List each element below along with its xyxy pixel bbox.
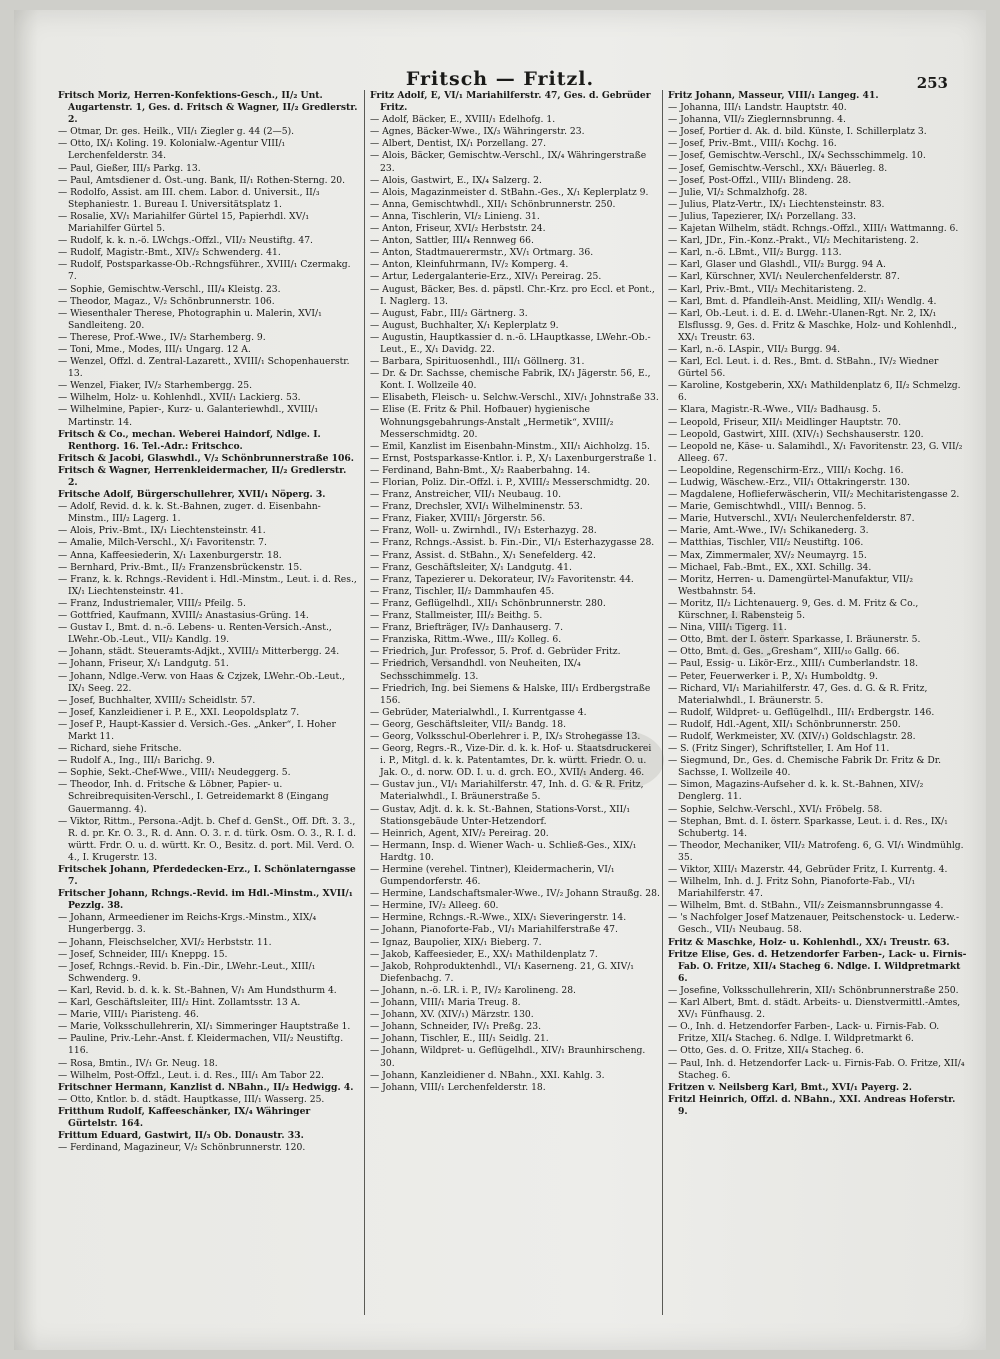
directory-entry: — Franz, Geschäftsleiter, X/₁ Landgutg. 41. (370, 561, 572, 573)
directory-entry: — Otmar, Dr. ges. Heilk., VII/₁ Ziegler g. 44 (2—5). (58, 126, 295, 138)
directory-entry: — Karl, Bmt. d. Pfandleih-Anst. Meidling, XII/₁ Wendlg. 4. (668, 295, 937, 307)
directory-entry: — Josef, Gemischtw.-Verschl., XX/₁ Bäuerleg. 8. (668, 162, 888, 174)
directory-entry: Fritze Elise, Ges. d. Hetzendorfer Farben-, Lack- u. Firnis-Fab. O. Fritze, XII/₄ Stacheg 6. Ndlge. I. Wildpretmarkt 6. (668, 948, 967, 984)
directory-entry: — Johann, VIII/₁ Maria Treug. 8. (370, 997, 521, 1009)
directory-entry: — Anton, Friseur, XVI/₂ Herbststr. 24. (370, 223, 546, 235)
directory-entry: — Sophie, Gemischtw.-Verschl., III/₄ Kleistg. 23. (58, 283, 281, 295)
directory-entry: — Viktor, XIII/₁ Mazerstr. 44, Gebrüder Fritz, I. Kurrentg. 4. (668, 864, 948, 875)
directory-entry: — Hermine, IV/₂ Alleeg. 60. (370, 900, 499, 912)
directory-entry: Fritzen v. Neilsberg Karl, Bmt., XVI/₁ Payerg. 2. (668, 1081, 912, 1093)
directory-entry: — Wilhelm, Inh. d. J. Fritz Sohn, Pianoforte-Fab., VI/₁ Mariahilferstr. 47. (668, 876, 916, 900)
directory-entry: — Marie, Amt.-Wwe., IV/₁ Schikanederg. 3. (668, 525, 869, 537)
directory-entry: — Alois, Gastwirt, E., IX/₄ Salzerg. 2. (370, 174, 542, 186)
directory-entry: — Leopold ne, Käse- u. Salamihdl., X/₁ Favoritenstr. 23, G. VII/₂ Alleeg. 67. (668, 440, 963, 464)
directory-column-right (668, 90, 968, 1330)
directory-entry: — Rudolf, Wildpret- u. Geflügelhdl., III/₁ Erdbergstr. 146. (668, 706, 935, 718)
directory-entry: Fritzl Heinrich, Offzl. d. NBahn., XXI. Andreas Hoferstr. 9. (668, 1093, 956, 1117)
directory-entry: — Klara, Magistr.-R.-Wwe., VII/₂ Badhausg. 5. (668, 404, 881, 416)
directory-entry: — Artur, Ledergalanterie-Erz., XIV/₁ Pereirag. 25. (370, 271, 602, 283)
directory-entry: — Dr. & Dr. Sachsse, chemische Fabrik, IX/₁ Jägerstr. 56, E., Kont. I. Wollzeile 40. (370, 368, 651, 392)
directory-entry: — Hermann, Insp. d. Wiener Wach- u. Schließ-Ges., XIX/₁ Hardtg. 10. (370, 839, 637, 863)
directory-entry: — Josef, Post-Offzl., VIII/₁ Blindeng. 28. (668, 174, 852, 186)
directory-entry: — Franz, Tapezierer u. Dekorateur, IV/₂ Favoritenstr. 44. (370, 573, 634, 585)
directory-entry: — Rosalie, XV/₁ Mariahilfer Gürtel 15, Papierhdl. XV/₁ Mariahilfer Gürtel 5. (58, 210, 310, 235)
directory-entry: — Franziska, Rittm.-Wwe., III/₂ Kolleg. 6. (370, 634, 562, 646)
directory-entry: — Karl, Glaser und Glashdl., VII/₂ Burgg. 94 A. (668, 259, 886, 271)
directory-entry: — Adolf, Revid. d. k. k. St.-Bahnen, zugeт. d. Eisenbahn-Minstm., III/₂ Lagerg. 1. (58, 501, 321, 525)
directory-entry: — Marie, Gemischtwhdl., VIII/₁ Bennog. 5. (668, 501, 867, 513)
directory-entry: Fritschek Johann, Pferdedecken-Erz., I. Schönlaterngasse 7. (58, 864, 356, 888)
directory-entry: — Emil, Kanzlist im Eisenbahn-Minstm., XII/₁ Aichholzg. 15. (370, 440, 650, 452)
directory-entry: — Theodor, Magaz., V/₂ Schönbrunnerstr. 106. (58, 295, 275, 307)
directory-entry: — Franz, Industriemaler, VIII/₂ Pfeilg. 5. (58, 597, 246, 609)
directory-entry: — Amalie, Milch-Verschl., X/₁ Favoritenstr. 7. (58, 537, 267, 549)
directory-entry: — Paul, Essig- u. Likör-Erz., XIII/₁ Cumberlandstr. 18. (668, 658, 919, 670)
directory-entry: — Josef P., Haupt-Kassier d. Versich.-Ges. „Anker“, I. Hoher Markt 11. (58, 718, 336, 742)
directory-entry: — Moritz, II/₂ Lichtenauerg. 9, Ges. d. M. Fritz & Co., Kürschner, I. Rabensteig 5. (668, 597, 919, 622)
directory-entry: — Johann, XV. (XIV/₁) Märzstr. 130. (370, 1009, 534, 1021)
directory-entry: — Franz, Anstreicher, VII/₁ Neubaug. 10. (370, 489, 561, 501)
directory-entry: — August, Buchhalter, X/₁ Keplerplatz 9. (370, 319, 559, 331)
directory-entry: — Ludwig, Wäschew.-Erz., VII/₁ Ottakringerstr. 130. (668, 477, 910, 488)
directory-entry: — Johann, Fleischselcher, XVI/₂ Herbststr. 11. (58, 936, 272, 948)
directory-entry: — Toni, Mme., Modes, III/₁ Ungarg. 12 A. (58, 343, 251, 355)
directory-entry: — Gustav I., Bmt. d. n.-ö. Lebens- u. Renten-Versich.-Anst., LWehr.-Ob.-Leut., VII/₂ Kandlg. 19. (58, 622, 332, 646)
directory-entry: — Rodolfo, Assist. am III. chem. Labor. d. Universit., II/₃ Stephaniestr. 1. Bureau I. Universitätsplatz 1. (58, 186, 320, 210)
directory-entry: — Matthias, Tischler, VII/₂ Neustiftg. 106. (668, 537, 864, 549)
directory-entry: — Sophie, Sekt.-Chef-Wwe., VIII/₁ Neudeggerg. 5. (58, 767, 291, 779)
directory-entry: — Georg, Volksschul-Oberlehrer i. P., IX/₃ Strohegasse 13. (370, 730, 641, 742)
directory-entry: — Johann, Wildpret- u. Geflügelhdl., XIV/₁ Braunhirscheng. 30. (370, 1045, 646, 1069)
directory-entry: — Johann, Kanzleidiener d. NBahn., XXI. Kahlg. 3. (370, 1069, 605, 1081)
directory-entry: — Georg, Regrs.-R., Vize-Dir. d. k. k. Hof- u. Staatsdruckerei i. P., Mitgl. d. k. k. Patentamtes, Dr. k. württ. Friedr. O. u. Jak. O., d. norw. OD. I. u. d. grch. EO., XVII/₁ Anderg. 46. (370, 743, 652, 779)
directory-entry: — Friedrich, Versandhdl. von Neuheiten, IX/₄ Sechsschimmelg. 13. (370, 658, 581, 682)
directory-entry: — Rudolf, k. k. n.-ö. LWchgs.-Offzl., VII/₂ Neustiftg. 47. (58, 235, 313, 247)
directory-entry: — Rudolf A., Ing., III/₁ Barichg. 9. (58, 755, 215, 767)
directory-entry: — Hermine, Landschaftsmaler-Wwe., IV/₂ Johann Straußg. 28. (370, 888, 660, 900)
directory-entry: Fritschner Hermann, Kanzlist d. NBahn., II/₂ Hedwigg. 4. (58, 1081, 354, 1093)
directory-entry: — Georg, Geschäftsleiter, VII/₂ Bandg. 18. (370, 718, 566, 730)
directory-entry: — Josef, Kanzleidiener i. P. E., XXI. Leopoldsplatz 7. (58, 706, 300, 718)
directory-entry: — Rudolf, Werkmeister, XV. (XIV/₁) Goldschlagstr. 28. (668, 730, 916, 742)
directory-entry: Fritz & Maschke, Holz- u. Kohlenhdl., XX/₁ Treustr. 63. (668, 936, 950, 948)
directory-entry: — Simon, Magazins-Aufseher d. k. k. St.-Bahnen, XIV/₂ Denglerg. 11. (668, 779, 924, 803)
directory-entry: — Josef, Rchngs.-Revid. b. Fin.-Dir., LWehr.-Leut., XIII/₁ Schwenderg. 9. (58, 960, 316, 984)
directory-entry: — Johann, Armeediener im Reichs-Krgs.-Minstm., XIX/₄ Hungerbergg. 3. (58, 912, 317, 936)
directory-entry: Fritsch Moriz, Herren-Konfektions-Gesch., II/₂ Unt. Augartenstr. 1, Ges. d. Fritsch & Wagner, II/₂ Gredlerstr. 2. (58, 90, 358, 126)
directory-entry: — Leopold, Gastwirt, XIII. (XIV/₁) Sechshauserstr. 120. (668, 428, 924, 440)
directory-entry: — Franz, Tischler, II/₂ Dammhaufen 45. (370, 585, 555, 597)
directory-entry: — Pauline, Priv.-Lehr.-Anst. f. Kleidermachen, VII/₂ Neustiftg. 116. (58, 1033, 344, 1057)
directory-page (14, 10, 986, 1350)
directory-entry: — Augustin, Hauptkassier d. n.-ö. LHauptkasse, LWehr.-Ob.-Leut., E., X/₁ Davidg. 22. (370, 331, 651, 355)
directory-entry: — Franz, Assist. d. StBahn., X/₁ Senefelderg. 42. (370, 549, 596, 561)
directory-entry: Fritz Johann, Masseur, VIII/₁ Langeg. 41. (668, 90, 879, 101)
directory-entry: — Agnes, Bäcker-Wwe., IX/₃ Währingerstr. 23. (370, 126, 585, 138)
directory-entry: — Wilhelm, Post-Offzl., Leut. i. d. Res., III/₁ Am Tabor 22. (58, 1069, 324, 1081)
directory-entry: — Friedrich, Ing. bei Siemens & Halske, III/₁ Erdbergstraße 156. (370, 682, 651, 706)
directory-entry: — Friedrich, Jur. Professor, 5. Prof. d. Gebrüder Fritz. (370, 646, 621, 658)
directory-entry: — Florian, Poliz. Dir.-Offzl. i. P., XVIII/₂ Messerschmidtg. 20. (370, 477, 650, 488)
directory-entry: — Otto, IX/₁ Koling. 19. Kolonialw.-Agentur VIII/₁ Lerchenfelderstr. 34. (58, 138, 286, 162)
directory-entry: — Stephan, Bmt. d. I. österr. Sparkasse, Leut. i. d. Res., IX/₁ Schubertg. 14. (668, 815, 948, 839)
directory-entry: — Richard, VI/₁ Mariahilferstr. 47, Ges. d. G. & R. Fritz, Materialwhdl., I. Bräunerstr. 5. (668, 682, 928, 706)
directory-entry: — Julie, VI/₂ Schmalzhofg. 28. (668, 186, 808, 198)
directory-entry: — Anton, Kleinfuhrmann, IV/₂ Komperg. 4. (370, 259, 569, 271)
directory-entry: — Kajetan Wilhelm, städt. Rchngs.-Offzl., XIII/₁ Wattmanng. 6. (668, 223, 959, 235)
directory-entry: — O., Inh. d. Hetzendorfer Farben-, Lack- u. Firnis-Fab. O. Fritze, XII/₄ Stacheg. 6. Ndlge. I. Wildpretmarkt 6. (668, 1021, 940, 1045)
directory-entry: — Karl Albert, Bmt. d. städt. Arbeits- u. Dienstvermittl.-Amtes, XV/₁ Fünfhausg. 2. (668, 997, 961, 1021)
directory-entry: — Wenzel, Fiaker, IV/₂ Starhembergg. 25. (58, 380, 253, 392)
directory-entry: — Johann, Pianoforte-Fab., VI/₁ Mariahilferstraße 47. (370, 924, 618, 936)
directory-entry: — Theodor, Mechaniker, VII/₂ Matrofeng. 6, G. VI/₁ Windmühlg. 35. (668, 839, 964, 863)
directory-entry: — Viktor, Rittm., Persona.-Adjt. b. Chef d. GenSt., Off. Dft. 3. 3., R. d. pr. Kr. O. 3., R. d. Ann. O. 3. r. d. türk. Osm. O. 3., R. I. d. württ. Frdr. O. u. d. württ. Kr. O., Besitz. d. port. Mil. Verd. O. 4., I. Krugerstr. 13. (58, 815, 357, 863)
directory-entry: — Rudolf, Hdl.-Agent, XII/₁ Schönbrunnerstr. 250. (668, 718, 901, 730)
directory-entry: — Ferdinand, Bahn-Bmt., X/₂ Raaberbahng. 14. (370, 464, 591, 476)
directory-entry: — Franz, k. k. Rchngs.-Revident i. Hdl.-Minstm., Leut. i. d. Res., IX/₁ Liechtensteinstr. 41. (58, 573, 357, 597)
directory-entry: — Karl, n.-ö. LAspir., VII/₂ Burgg. 94. (668, 343, 841, 355)
directory-entry: — Karl, n.-ö. LBmt., VII/₂ Burgg. 113. (668, 247, 842, 259)
directory-entry: — Gebrüder, Materialwhdl., I. Kurrentgasse 4. (370, 706, 587, 718)
directory-entry: — Bernhard, Priv.-Bmt., II/₂ Franzensbrückenstr. 15. (58, 561, 303, 573)
directory-entry: — Gustav jun., VI/₁ Mariahilferstr. 47, Inh. d. G. & R. Fritz, Materialwhdl., I. Bräunerstraße 5. (370, 779, 644, 803)
directory-entry: — Johann, Friseur, X/₁ Landgutg. 51. (58, 658, 229, 670)
directory-entry: — Johann, Schneider, IV/₁ Preßg. 23. (370, 1021, 542, 1033)
column-divider (662, 90, 663, 1315)
directory-entry: — Anna, Gemischtwhdl., XII/₁ Schönbrunnerstr. 250. (370, 198, 616, 210)
column-divider (364, 90, 365, 1315)
directory-entry: — Karl, Kürschner, XVI/₁ Neulerchenfelderstr. 87. (668, 271, 900, 283)
directory-entry: — Paul, Inh. d. Hetzendorfer Lack- u. Firnis-Fab. O. Fritze, XII/₄ Stacheg. 6. (668, 1057, 965, 1081)
directory-entry: — S. (Fritz Singer), Schriftsteller, I. Am Hof 11. (668, 743, 890, 755)
directory-entry: — Hermine (verehel. Tintner), Kleidermacherin, VI/₁ Gumpendorferstr. 46. (370, 864, 615, 888)
directory-entry: — Julius, Tapezierer, IX/₁ Porzellang. 33. (668, 210, 857, 222)
directory-entry: — August, Fabr., III/₂ Gärtnerg. 3. (370, 307, 528, 319)
directory-entry: — Jakob, Rohproduktenhdl., VI/₁ Kaserneng. 21, G. XIV/₁ Diefenbachg. 7. (370, 960, 634, 984)
directory-entry: — Ernst, Postsparkasse-Kntlor. i. P., X/₁ Laxenburgerstraße 1. (370, 452, 657, 464)
directory-entry: — Franz, Woll- u. Zwirnhdl., IV/₁ Esterhazyg. 28. (370, 525, 597, 537)
directory-entry: — Nina, VIII/₁ Tigerg. 11. (668, 622, 787, 634)
directory-entry: — Therese, Prof.-Wwe., IV/₂ Starhemberg. 9. (58, 331, 266, 343)
directory-entry: — Karl, JDr., Fin.-Konz.-Prakt., VI/₂ Mechitaristeng. 2. (668, 235, 919, 247)
directory-entry: Frittum Eduard, Gastwirt, II/₃ Ob. Donaustr. 33. (58, 1130, 304, 1142)
directory-entry: — Paul, Amtsdiener d. Öst.-ung. Bank, II/₁ Rothen-Sterng. 20. (58, 174, 346, 186)
directory-entry: — Karl, Ecl. Leut. i. d. Res., Bmt. d. StBahn., IV/₂ Wiedner Gürtel 56. (668, 356, 939, 380)
directory-entry: — Anton, Stadtmauerermstr., XV/₁ Ortmarg. 36. (370, 247, 594, 259)
directory-entry: — Franz, Drechsler, XVI/₁ Wilhelminenstr. 53. (370, 501, 583, 513)
directory-entry: Fritsch & Wagner, Herrenkleidermacher, II/₂ Gredlerstr. 2. (58, 464, 347, 488)
directory-entry: — Anna, Kaffeesiederin, X/₁ Laxenburgerstr. 18. (58, 549, 282, 561)
directory-entry: — Johann, Tischler, E., III/₁ Seidlg. 21. (370, 1033, 549, 1045)
directory-entry: — Josef, Portier d. Ak. d. bild. Künste, I. Schillerplatz 3. (668, 126, 927, 138)
directory-entry: — Franz, Briefträger, IV/₂ Danhauserg. 7. (370, 622, 564, 634)
directory-entry: — Rudolf, Postsparkasse-Ob.-Rchngsführer., XVIII/₁ Czermakg. 7. (58, 259, 351, 283)
directory-entry: — Gustav, Adjt. d. k. k. St.-Bahnen, Stations-Vorst., XII/₁ Stationsgebäude Unter-Hetzendorf. (370, 803, 631, 827)
directory-entry: — Alois, Priv.-Bmt., IX/₁ Liechtensteinstr. 41. (58, 525, 266, 537)
directory-entry: — Elisabeth, Fleisch- u. Selchw.-Verschl., XIV/₁ Johnstraße 33. (370, 392, 659, 404)
directory-entry: — Franz, Fiaker, XVIII/₁ Jörgerstr. 56. (370, 513, 546, 525)
directory-entry: — Wiesenthaler Therese, Photographin u. Malerin, XVI/₁ Sandleiteng. 20. (58, 307, 322, 331)
directory-entry: — Peter, Feuerwerker i. P., X/₁ Humboldtg. 9. (668, 670, 878, 682)
directory-entry: — Franz, Geflügelhdl., XII/₁ Schönbrunnerstr. 280. (370, 597, 606, 609)
directory-entry: — Wenzel, Offzl. d. Zentral-Lazarett., XVIII/₁ Schopenhauerstr. 13. (58, 356, 350, 380)
directory-entry: — Otto, Ges. d. O. Fritze, XII/₄ Stacheg. 6. (668, 1045, 864, 1057)
directory-entry: — Johann, Ndlge.-Verw. von Haas & Czjzek, LWehr.-Ob.-Leut., IX/₁ Seeg. 22. (58, 670, 346, 694)
directory-entry: — Karoline, Kostgeberin, XX/₁ Mathildenplatz 6, II/₂ Schmelzg. 6. (668, 380, 961, 404)
page-number: 253 (916, 74, 948, 92)
directory-entry: — Jakob, Kaffeesieder, E., XX/₁ Mathildenplatz 7. (370, 948, 598, 960)
directory-entry: — Magdalene, Hoflieferwäscherin, VII/₂ Mechitaristengasse 2. (668, 489, 960, 501)
directory-entry: — Richard, siehe Fritsche. (58, 743, 182, 755)
directory-entry: — Marie, Hutverschl., XVI/₁ Neulerchenfelderstr. 87. (668, 513, 915, 525)
directory-entry: Fritscher Johann, Rchngs.-Revid. im Hdl.-Minstm., XVII/₁ Pezzlg. 38. (58, 888, 353, 912)
directory-entry: Fritsche Adolf, Bürgerschullehrer, XVII/₁ Nöperg. 3. (58, 489, 326, 501)
directory-entry: — Paul, Gießer, III/₃ Parkg. 13. (58, 162, 201, 174)
directory-entry: — Max, Zimmermaler, XV/₂ Neumayrg. 15. (668, 549, 867, 561)
directory-entry: — Josef, Schneider, III/₁ Kneppg. 15. (58, 948, 228, 960)
directory-entry: — Josef, Buchhalter, XVIII/₂ Scheidlstr. 57. (58, 694, 256, 706)
directory-entry: — Josefine, Volksschullehrerin, XII/₁ Schönbrunnerstraße 250. (668, 984, 959, 996)
directory-entry: — Wilhelm, Bmt. d. StBahn., VII/₂ Zeismannsbrunngasse 4. (668, 900, 944, 912)
directory-entry: — Karl, Priv.-Bmt., VII/₂ Mechitaristeng. 2. (668, 283, 867, 295)
directory-entry: — Adolf, Bäcker, E., XVIII/₁ Edelhofg. 1. (370, 114, 556, 126)
directory-entry: — Johanna, III/₁ Landstr. Hauptstr. 40. (668, 102, 847, 114)
directory-entry: — Karl, Revid. b. d. k. k. St.-Bahnen, V/₁ Am Hundsthurm 4. (58, 984, 337, 996)
directory-entry: — Moritz, Herren- u. Damengürtel-Manufaktur, VII/₂ Westbahnstr. 54. (668, 573, 914, 597)
directory-entry: — Siegmund, Dr., Ges. d. Chemische Fabrik Dr. Fritz & Dr. Sachsse, I. Wollzeile 40. (668, 755, 942, 779)
directory-entry: Fritz Adolf, E, VI/₁ Mariahilferstr. 47, Ges. d. Gebrüder Fritz. (370, 90, 651, 114)
directory-entry: — Johann, n.-ö. LR. i. P., IV/₂ Karolineng. 28. (370, 984, 576, 996)
directory-entry: — Franz, Stallmeister, III/₂ Beithg. 5. (370, 610, 543, 622)
directory-entry: — Johanna, VII/₂ Zieglernnsbrunng. 4. (668, 114, 846, 126)
directory-entry: — Hermine, Rchngs.-R.-Wwe., XIX/₁ Sieveringerstr. 14. (370, 912, 627, 924)
directory-entry: — Barbara, Spirituosenhdl., III/₁ Göllnerg. 31. (370, 356, 585, 368)
directory-entry: — Marie, VIII/₁ Piaristeng. 46. (58, 1009, 199, 1021)
directory-entry: — Gottfried, Kaufmann, XVIII/₂ Anastasius-Grüng. 14. (58, 610, 309, 622)
directory-entry: — Sophie, Selchw.-Verschl., XVI/₁ Fröbelg. 58. (668, 803, 883, 815)
directory-entry: — Heinrich, Agent, XIV/₂ Pereirag. 20. (370, 827, 549, 839)
directory-entry: — Alois, Bäcker, Gemischtw.-Verschl., IX/₄ Währingerstraße 23. (370, 150, 647, 174)
directory-entry: Fritthum Rudolf, Kaffeeschänker, IX/₄ Währinger Gürtelstr. 164. (58, 1105, 311, 1129)
directory-entry: — Josef, Gemischtw.-Verschl., IX/₄ Sechsschimmelg. 10. (668, 150, 926, 162)
directory-column-middle (370, 90, 660, 1330)
directory-entry: Fritsch & Jacobi, Glaswhdl., V/₂ Schönbrunnerstraße 106. (58, 452, 354, 464)
directory-entry: — 's Nachfolger Josef Matzenauer, Peitschenstock- u. Lederw.-Gesch., VII/₁ Neubaug. 58. (668, 912, 960, 936)
directory-entry: — Otto, Bmt. der I. österr. Sparkasse, I. Bräunerstr. 5. (668, 634, 921, 646)
directory-entry: — Wilhelmine, Papier-, Kurz- u. Galanteriewhdl., XVIII/₁ Martinstr. 14. (58, 404, 319, 428)
directory-entry: — Otto, Bmt. d. Ges. „Gresham“, XIII/₁₀ Gallg. 66. (668, 646, 900, 658)
directory-entry: — Ferdinand, Magazineur, V/₂ Schönbrunnerstr. 120. (58, 1142, 306, 1154)
directory-entry: — August, Bäcker, Bes. d. päpstl. Chr.-Krz. pro Eccl. et Pont., I. Naglerg. 13. (370, 283, 655, 307)
directory-entry: — Franz, Rchngs.-Assist. b. Fin.-Dir., VI/₁ Esterhazygasse 28. (370, 537, 655, 549)
directory-entry: — Johann, VIII/₁ Lerchenfelderstr. 18. (370, 1081, 546, 1093)
directory-entry: Fritsch & Co., mechan. Weberei Haindorf, Ndlge. I. Renthorg. 16. Tel.-Adr.: Fritschco. (58, 428, 321, 452)
directory-entry: — Leopoldine, Regenschirm-Erz., VIII/₁ Kochg. 16. (668, 464, 904, 476)
page-title: Fritsch — Fritzl. (405, 68, 595, 90)
directory-entry: — Ignaz, Baupolier, XIX/₁ Bieberg. 7. (370, 936, 542, 948)
directory-entry: — Anna, Tischlerin, VI/₂ Linieng. 31. (370, 210, 540, 222)
directory-entry: — Alois, Magazinmeister d. StBahn.-Ges., X/₁ Keplerplatz 9. (370, 186, 649, 198)
directory-entry: — Elise (E. Fritz & Phil. Hofbauer) hygienische Wohnungsgebahrungs-Anstalt „Hermetik“, XVIII/₂ Messerschmidtg. 20. (370, 404, 614, 440)
directory-entry: — Albert, Dentist, IX/₁ Porzellang. 27. (370, 138, 547, 150)
directory-entry: — Karl, Geschäftsleiter, III/₂ Hint. Zollamtsstr. 13 A. (58, 997, 301, 1009)
directory-entry: — Karl, Ob.-Leut. i. d. E. d. LWehr.-Ulanen-Rgt. Nr. 2, IX/₁ Elsflussg. 9, Ges. d. Fritz & Maschke, Holz- und Kohlenhdl., XX/₁ Treustr. 63. (668, 307, 957, 343)
directory-entry: — Rosa, Bmtin., IV/₁ Gr. Neug. 18. (58, 1057, 218, 1069)
directory-entry: — Josef, Priv.-Bmt., VIII/₁ Kochg. 16. (668, 138, 837, 150)
directory-entry: — Anton, Sattler, III/₄ Rennweg 66. (370, 235, 534, 247)
directory-entry: — Marie, Volksschullehrerin, XI/₁ Simmeringer Hauptstraße 1. (58, 1021, 351, 1033)
directory-column-left (58, 90, 358, 1330)
directory-entry: — Rudolf, Magistr.-Bmt., XIV/₂ Schwenderg. 41. (58, 247, 281, 259)
directory-entry: — Johann, städt. Steueramts-Adjkt., XVIII/₂ Mitterbergg. 24. (58, 646, 340, 658)
directory-entry: — Leopold, Friseur, XII/₁ Meidlinger Hauptstr. 70. (668, 416, 902, 428)
directory-entry: — Julius, Platz-Vertr., IX/₁ Liechtensteinstr. 83. (668, 198, 885, 210)
directory-entry: — Wilhelm, Holz- u. Kohlenhdl., XVII/₁ Lackierg. 53. (58, 392, 301, 404)
directory-entry: — Otto, Kntlor. b. d. städt. Hauptkasse, III/₁ Wasserg. 25. (58, 1093, 325, 1105)
directory-entry: — Michael, Fab.-Bmt., EX., XXI. Schillg. 34. (668, 561, 872, 573)
directory-entry: — Theodor, Inh. d. Fritsche & Löbner, Papier- u. Schreibrequisiten-Verschl., I. Getreidemarkt 8 (Eingang Gauermanng. 4). (58, 779, 329, 815)
